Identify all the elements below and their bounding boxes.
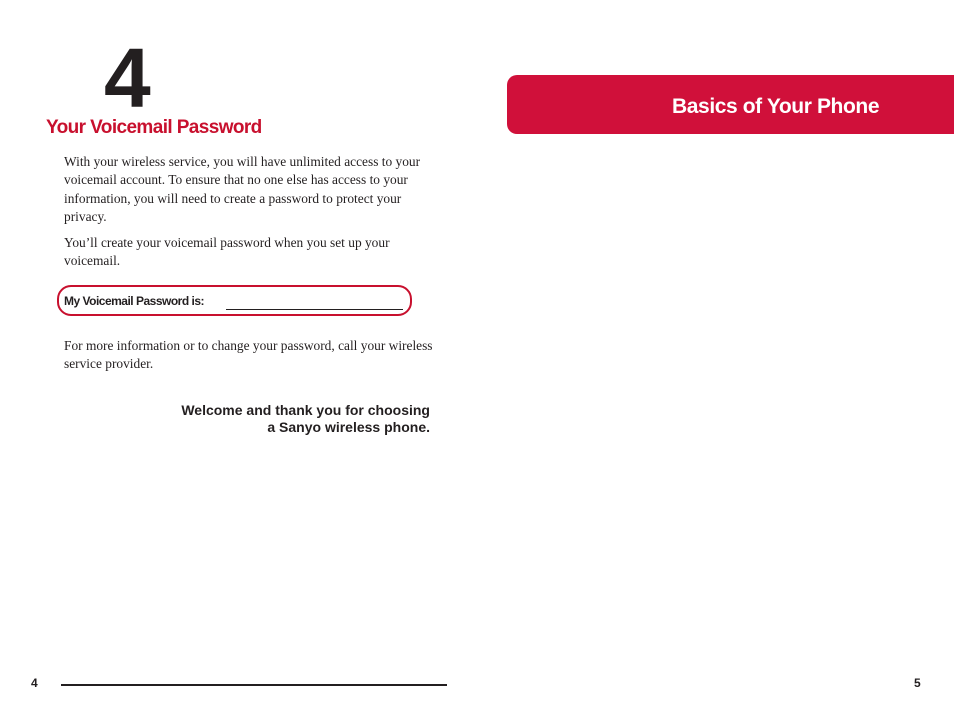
section-title: Your Voicemail Password: [46, 117, 262, 138]
password-write-in-line: [226, 309, 403, 310]
page-number-right: 5: [914, 676, 921, 690]
welcome-line-2: a Sanyo wireless phone.: [267, 419, 430, 435]
footer-rule: [61, 684, 447, 686]
setup-paragraph: You’ll create your voicemail password when you set up your voicemail.: [64, 235, 390, 269]
page-number-left: 4: [31, 676, 38, 690]
password-label: My Voicemail Password is:: [64, 294, 205, 308]
welcome-line-1: Welcome and thank you for choosing: [181, 402, 430, 418]
banner-title: Basics of Your Phone: [672, 95, 880, 118]
chapter-number: 4: [104, 31, 149, 125]
welcome-message: [181, 402, 430, 436]
more-info-paragraph: For more information or to change your password, call your wireless service provider.: [64, 338, 433, 372]
intro-paragraph: With your wireless service, you will have unlimited access to your voicemail account. To ensure that no one else has access to your information, you will need to create a password to protect your privacy.: [64, 154, 421, 225]
